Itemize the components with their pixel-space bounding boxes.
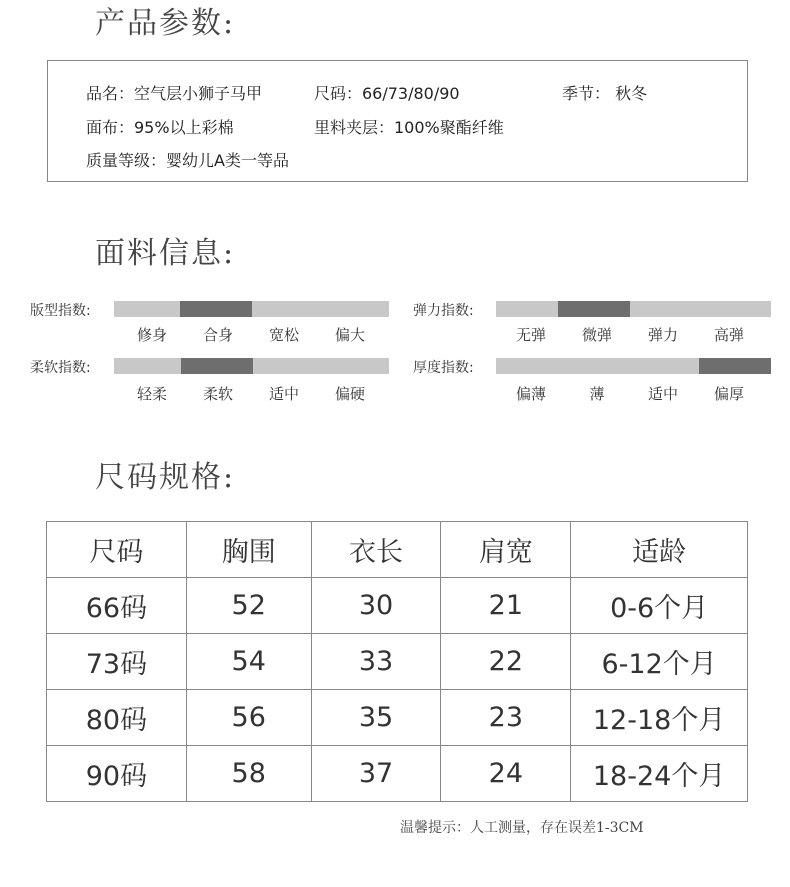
size-spec-title: 尺码规格: [95,460,236,495]
cell-chest: 54 [186,634,311,690]
cell-age: 6-12个月 [571,634,748,690]
cell-shoulder: 24 [441,746,571,802]
elasticity-seg-1 [496,301,558,317]
product-params-title: 产品参数: [95,6,236,41]
header-length: 衣长 [311,522,441,578]
fit-seg-2-selected [180,301,252,317]
fit-option-selected: 合身 [202,326,233,344]
table-row [47,690,748,746]
fit-option: 宽松 [268,326,299,344]
size-table [46,521,748,802]
thickness-option: 薄 [589,385,605,403]
cell-length: 37 [311,746,441,802]
elasticity-option: 弹力 [647,326,678,344]
fabric-info-title: 面料信息: [95,236,236,271]
header-age: 适龄 [571,522,748,578]
fit-seg-1 [114,301,180,317]
softness-seg-3 [253,358,389,374]
thickness-seg-1 [496,358,699,374]
product-lining: 里料夹层：100%聚酯纤维 [314,118,504,137]
cell-shoulder: 22 [441,634,571,690]
softness-option-selected: 柔软 [202,385,233,403]
product-name: 品名：空气层小狮子马甲 [86,84,263,103]
cell-age: 18-24个月 [571,746,748,802]
cell-length: 33 [311,634,441,690]
product-info-box [47,60,748,182]
product-season: 季节： 秋冬 [562,84,648,103]
thickness-option: 偏薄 [515,385,546,403]
table-row [47,746,748,802]
cell-shoulder: 21 [441,578,571,634]
measurement-note: 温馨提示：人工测量，存在误差1-3CM [400,820,644,836]
fit-option: 修身 [136,326,167,344]
softness-option: 轻柔 [136,385,167,403]
header-shoulder: 肩宽 [441,522,571,578]
elasticity-option: 高弹 [713,326,744,344]
cell-size: 90码 [47,746,187,802]
thickness-option: 适中 [647,385,678,403]
thickness-seg-2-selected [699,358,771,374]
cell-size: 73码 [47,634,187,690]
elasticity-option-selected: 微弹 [581,326,612,344]
fit-option: 偏大 [334,326,365,344]
fit-index-bar [114,301,389,317]
table-row [47,578,748,634]
cell-length: 30 [311,578,441,634]
softness-seg-2-selected [181,358,253,374]
elasticity-index-bar [496,301,771,317]
elasticity-option: 无弹 [515,326,546,344]
softness-option: 偏硬 [334,385,365,403]
softness-index-bar [114,358,389,374]
cell-size: 66码 [47,578,187,634]
thickness-option-selected: 偏厚 [713,385,744,403]
elasticity-index-label: 弹力指数: [413,303,474,319]
product-size: 尺码：66/73/80/90 [314,84,460,103]
product-quality: 质量等级：婴幼儿A类一等品 [86,151,289,170]
cell-size: 80码 [47,690,187,746]
cell-chest: 52 [186,578,311,634]
cell-length: 35 [311,690,441,746]
fit-seg-3 [252,301,389,317]
cell-chest: 58 [186,746,311,802]
size-table-header-row [47,522,748,578]
cell-age: 12-18个月 [571,690,748,746]
table-row [47,634,748,690]
cell-chest: 56 [186,690,311,746]
header-size: 尺码 [47,522,187,578]
softness-seg-1 [114,358,181,374]
thickness-index-label: 厚度指数: [413,360,474,376]
fit-index-label: 版型指数: [30,303,91,319]
product-fabric: 面布：95%以上彩棉 [86,118,234,137]
elasticity-seg-3 [630,301,771,317]
elasticity-seg-2-selected [558,301,630,317]
cell-age: 0-6个月 [571,578,748,634]
header-chest: 胸围 [186,522,311,578]
thickness-index-bar [496,358,771,374]
softness-index-label: 柔软指数: [30,360,91,376]
softness-option: 适中 [268,385,299,403]
cell-shoulder: 23 [441,690,571,746]
